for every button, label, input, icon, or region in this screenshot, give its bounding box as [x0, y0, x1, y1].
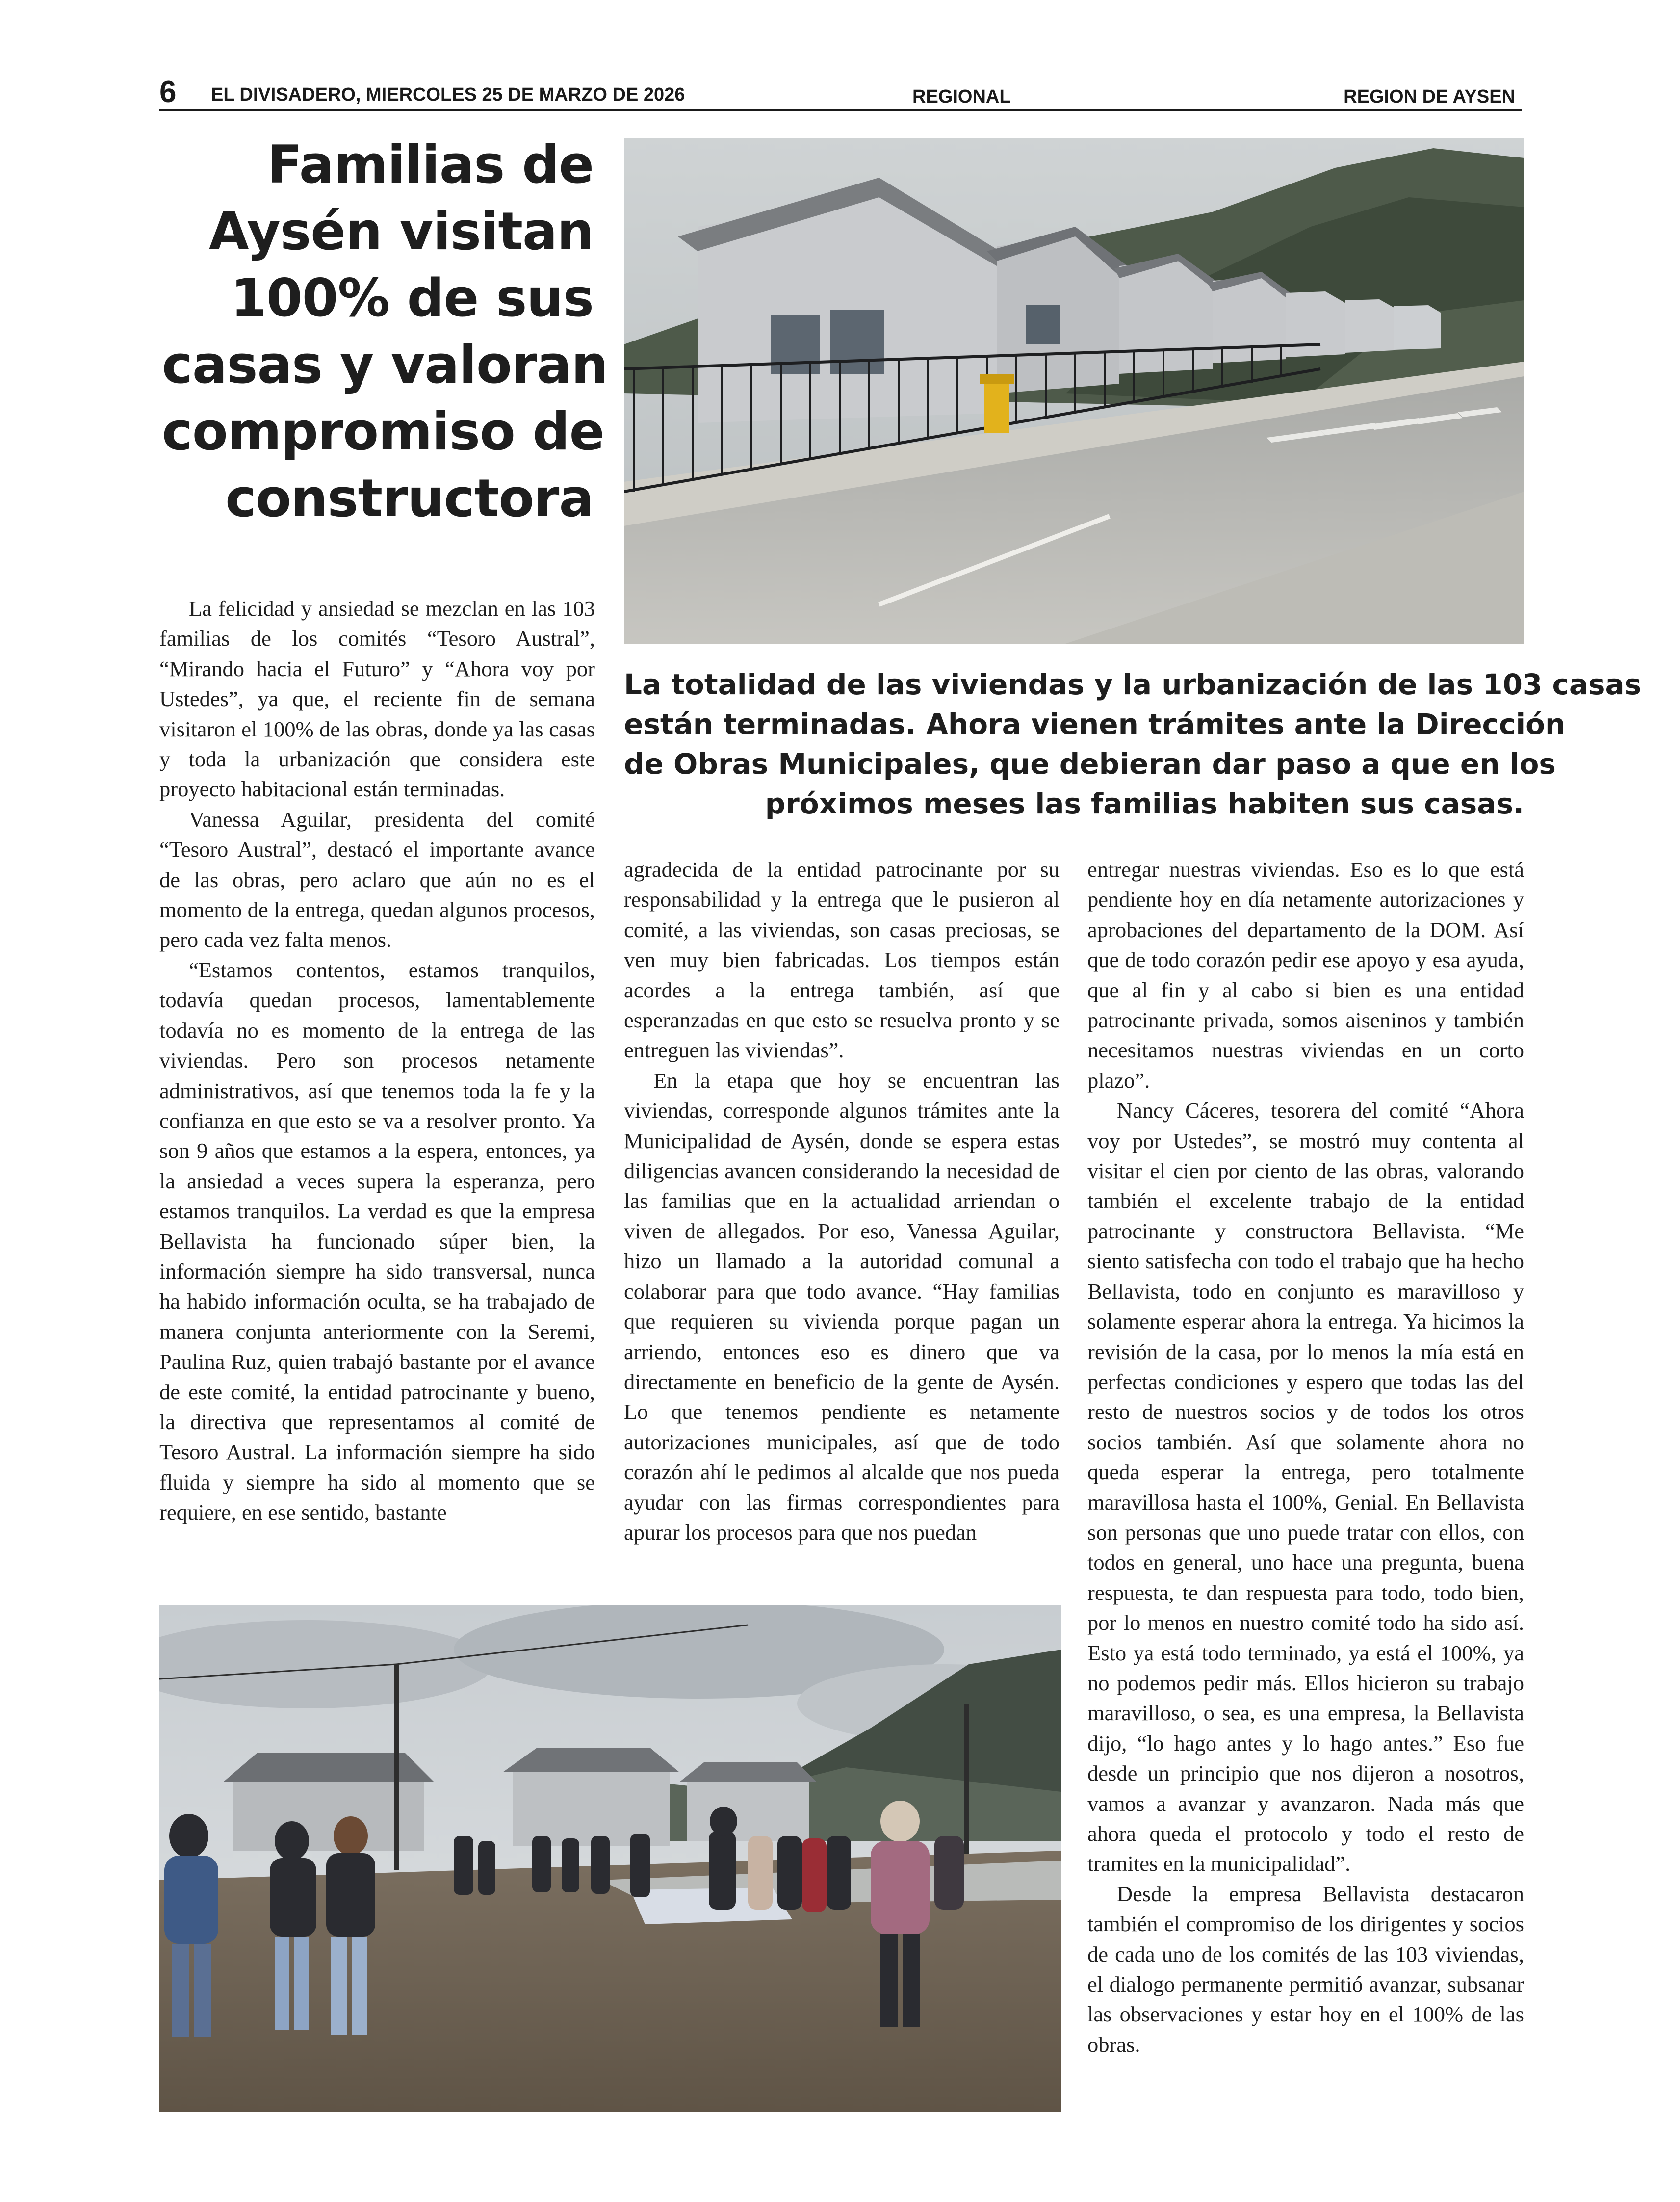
headline-line: compromiso de	[162, 401, 604, 462]
page-number: 6	[159, 75, 177, 109]
paragraph: Nancy Cáceres, tesorera del comité “Ahora voy por Ustedes”, se mostró muy contenta al visitar el cien por ciento de las obras, valorando también el excelente trabajo de la entidad patrocinante y constructora Bellavista. “Me siento satisfecha con todo el trabajo que ha hecho Bellavista, todo en conjunto es maravilloso y solamente esperar ahora la entrega. Ya hicimos la revisión de la casa, por lo menos la mía está en perfectas condiciones y espero que todas las del resto de nuestros socios y de todos los otros socios también. Así que solamente ahora no queda esperar la entrega, pero totalmente maravillosa hasta el 100%, Genial. En Bellavista son personas que uno puede tratar con ellos, con todos en general, uno hace una pregunta, buena respuesta, te dan respuesta para todo, todo bien, por lo menos en nuestro comité todo ha sido así. Esto ya está todo terminado, ya está el 100%, ya no podemos pedir más. Ellos hicieron su trabajo maravilloso, o sea, es una empresa, la Bellavista dijo, “lo hago antes y lo hago antes.” Eso fue desde un principio que nos dijeron a nosotros, vamos a avanzar y avanzaron. Nada más que ahora queda el protocolo y todo el resto de tramites en la municipalidad”.	[1087, 1098, 1524, 1876]
article-column-1	[159, 594, 595, 1528]
headline	[162, 131, 608, 532]
paragraph: “Estamos contentos, estamos tranquilos, todavía quedan procesos, lamentablemente todavía no es momento de la entrega de las viviendas. Pero son procesos netamente administrativos, así que tenemos toda la fe y la confianza en que esto se va a resolver pronto. Ya son 9 años que estamos a la espera, entonces, ya la ansiedad a veces supera la esperanza, pero estamos tranquilos. La verdad es que la empresa Bellavista ha funcionado súper bien, la información siempre ha sido transversal, nunca ha habido información oculta, se ha trabajado de manera conjunta anteriormente con la Seremi, Paulina Ruz, quien trabajó bastante por el avance de este comité, la entidad patrocinante y bueno, la directiva que representamos al comité de Tesoro Austral. La información siempre ha sido fluida y siempre ha sido al momento que se requiere, en ese sentido, bastante	[159, 957, 595, 1525]
headline-line: 100% de sus	[231, 268, 594, 328]
headline-line: Familias de	[267, 134, 594, 195]
article-column-3	[1087, 855, 1524, 2060]
header-rule	[159, 109, 1522, 111]
dateline: EL DIVISADERO, MIERCOLES 25 DE MARZO DE 2026	[211, 84, 685, 105]
region-label: REGION DE AYSEN	[1344, 86, 1515, 107]
caption-line: están terminadas. Ahora vienen trámites ante la Dirección	[624, 708, 1566, 741]
headline-line: constructora	[225, 468, 594, 528]
caption-line: de Obras Municipales, que debieran dar paso a que en los	[624, 747, 1556, 781]
families-visit-photo	[159, 1605, 1061, 2112]
headline-line: Aysén visitan	[208, 201, 594, 262]
article-column-2	[624, 855, 1060, 1547]
caption-line: La totalidad de las viviendas y la urbanización de las 103 casas	[624, 668, 1642, 701]
paragraph: entregar nuestras viviendas. Eso es lo que está pendiente hoy en día netamente autorizaciones y aprobaciones del departamento de la DOM. Así que de todo corazón pedir ese apoyo y esa ayuda, que al fin y al cabo si bien es una entidad patrocinante privada, somos aiseninos y también necesitamos nuestras viviendas en un corto plazo”.	[1087, 857, 1524, 1093]
paragraph: Desde la empresa Bellavista destacaron también el compromiso de los dirigentes y socios de cada uno de los comités de las 103 viviendas, el dialogo permanente permitió avanzar, subsanar las observaciones y estar hoy en el 100% de las obras.	[1087, 1881, 1524, 2057]
paragraph: En la etapa que hoy se encuentran las viviendas, corresponde algunos trámites ante la Municipalidad de Aysén, donde se espera estas diligencias avancen considerando la necesidad de las familias que en la actualidad arriendan o viven de allegados. Por eso, Vanessa Aguilar, hizo un llamado a la autoridad comunal a colaborar para que todo avance. “Hay familias que requieren su vivienda porque pagan un arriendo, entonces eso es dinero que va directamente en beneficio de la gente de Aysén. Lo que tenemos pendiente es netamente autorizaciones municipales, así que de todo corazón ahí le pedimos al alcalde que nos pueda ayudar con las firmas correspondientes para apurar los procesos para que nos puedan	[624, 1068, 1060, 1545]
caption-line: próximos meses las familias habiten sus casas.	[765, 787, 1524, 820]
houses-street-photo	[624, 138, 1524, 644]
photo-caption	[624, 665, 1642, 824]
section-label: REGIONAL	[912, 86, 1011, 107]
paragraph: Vanessa Aguilar, presidenta del comité “Tesoro Austral”, destacó el importante avance de las obras, pero aclaro que aún no es el momento de la entrega, quedan algunos procesos, pero cada vez falta menos.	[159, 807, 595, 952]
paragraph: La felicidad y ansiedad se mezclan en las 103 familias de los comités “Tesoro Austral”, “Mirando hacia el Futuro” y “Ahora voy por Ustedes”, ya que, el reciente fin de semana visitaron el 100% de las obras, donde ya las casas y toda la urbanización que considera este proyecto habitacional están terminadas.	[159, 596, 595, 802]
paragraph: agradecida de la entidad patrocinante por su responsabilidad y la entrega que le pusieron al comité, a las viviendas, son casas preciosas, se ven muy bien fabricadas. Los tiempos están acordes a la entrega también, así que esperanzadas en que esto se resuelva pronto y se entreguen las viviendas”.	[624, 857, 1060, 1063]
headline-line: casas y valoran	[162, 335, 608, 395]
